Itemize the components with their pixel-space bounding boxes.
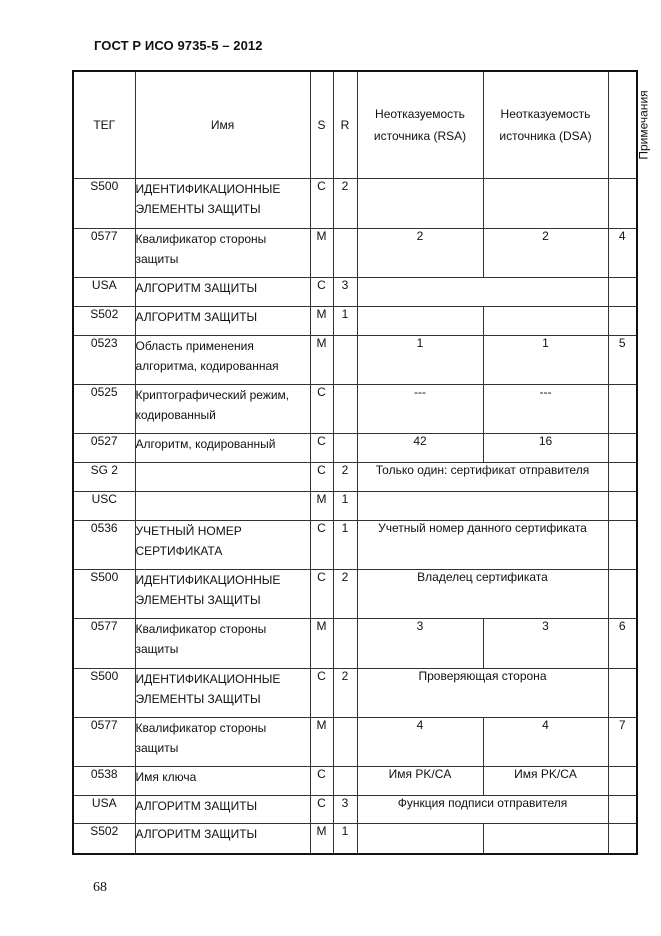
cell-name: Криптографический режим, кодированный	[135, 385, 310, 434]
cell-r	[333, 767, 357, 796]
cell-rsa: 4	[357, 718, 483, 767]
cell-tag: 0577	[73, 619, 135, 669]
cell-name: Область применения алгоритма, кодированная	[135, 336, 310, 385]
cell-dsa	[483, 824, 608, 854]
table-row	[73, 492, 637, 521]
cell-s: C	[310, 570, 333, 619]
cell-note	[608, 492, 637, 521]
cell-tag: USA	[73, 278, 135, 307]
cell-s: M	[310, 619, 333, 669]
cell-description: Функция подписи отправителя	[357, 796, 608, 824]
column-header-notes	[608, 71, 651, 179]
cell-note	[608, 521, 637, 570]
cell-r: 2	[333, 179, 357, 229]
cell-r: 1	[333, 521, 357, 570]
cell-name	[135, 492, 310, 521]
column-header-rsa: Неотказуемость источника (RSA)	[357, 71, 483, 179]
column-header-r: R	[333, 71, 357, 179]
cell-s: C	[310, 669, 333, 718]
cell-note	[608, 824, 637, 854]
page-number: 68	[93, 880, 107, 895]
cell-s: C	[310, 385, 333, 434]
cell-description	[357, 278, 608, 307]
cell-r	[333, 385, 357, 434]
cell-s: M	[310, 307, 333, 336]
cell-tag: 0523	[73, 336, 135, 385]
cell-name: АЛГОРИТМ ЗАЩИТЫ	[135, 824, 310, 854]
cell-s: M	[310, 492, 333, 521]
cell-note	[608, 463, 637, 492]
cell-name: АЛГОРИТМ ЗАЩИТЫ	[135, 307, 310, 336]
cell-tag: 0525	[73, 385, 135, 434]
cell-note: 6	[608, 619, 637, 669]
cell-name: Квалификатор стороны защиты	[135, 229, 310, 278]
cell-note: 5	[608, 336, 637, 385]
cell-name: УЧЕТНЫЙ НОМЕР СЕРТИФИКАТА	[135, 521, 310, 570]
cell-r	[333, 229, 357, 278]
cell-dsa: 1	[483, 336, 608, 385]
column-header-name: Имя	[135, 71, 310, 179]
cell-note	[608, 278, 637, 307]
cell-note	[608, 307, 637, 336]
cell-name: АЛГОРИТМ ЗАЩИТЫ	[135, 796, 310, 824]
cell-dsa: 16	[483, 434, 608, 463]
cell-s: M	[310, 229, 333, 278]
cell-tag: 0527	[73, 434, 135, 463]
cell-r: 1	[333, 824, 357, 854]
cell-rsa: ---	[357, 385, 483, 434]
cell-note	[608, 669, 637, 718]
cell-r	[333, 718, 357, 767]
cell-note	[608, 796, 637, 824]
cell-dsa	[483, 307, 608, 336]
cell-rsa: 1	[357, 336, 483, 385]
cell-rsa: 42	[357, 434, 483, 463]
column-header-tag: ТЕГ	[73, 71, 135, 179]
table-row	[73, 521, 637, 570]
cell-r: 1	[333, 492, 357, 521]
cell-description: Только один: сертификат отправителя	[357, 463, 608, 492]
table-header-row	[73, 71, 637, 179]
table-row	[73, 619, 637, 669]
cell-note	[608, 767, 637, 796]
cell-dsa	[483, 179, 608, 229]
cell-s: C	[310, 521, 333, 570]
cell-description: Проверяющая сторона	[357, 669, 608, 718]
cell-dsa: Имя PK/CA	[483, 767, 608, 796]
cell-tag: S500	[73, 179, 135, 229]
cell-name: Алгоритм, кодированный	[135, 434, 310, 463]
cell-dsa: ---	[483, 385, 608, 434]
column-header-notes-label: Примечания	[636, 90, 651, 160]
cell-rsa: 2	[357, 229, 483, 278]
cell-note: 7	[608, 718, 637, 767]
cell-r	[333, 336, 357, 385]
cell-s: M	[310, 824, 333, 854]
cell-r	[333, 619, 357, 669]
table-row	[73, 278, 637, 307]
cell-name: Имя ключа	[135, 767, 310, 796]
cell-name	[135, 463, 310, 492]
cell-rsa: Имя PK/CA	[357, 767, 483, 796]
cell-note	[608, 570, 637, 619]
cell-dsa: 3	[483, 619, 608, 669]
cell-s: C	[310, 434, 333, 463]
table-row	[73, 229, 637, 278]
column-header-s: S	[310, 71, 333, 179]
table-row	[73, 718, 637, 767]
segment-table	[72, 70, 651, 855]
cell-tag: SG 2	[73, 463, 135, 492]
cell-rsa	[357, 179, 483, 229]
cell-name: ИДЕНТИФИКАЦИОННЫЕ ЭЛЕМЕНТЫ ЗАЩИТЫ	[135, 570, 310, 619]
cell-dsa: 2	[483, 229, 608, 278]
cell-tag: S500	[73, 570, 135, 619]
cell-r: 2	[333, 463, 357, 492]
cell-description: Владелец сертификата	[357, 570, 608, 619]
cell-tag: S502	[73, 824, 135, 854]
cell-r: 2	[333, 570, 357, 619]
cell-s: C	[310, 767, 333, 796]
cell-r	[333, 434, 357, 463]
cell-s: M	[310, 336, 333, 385]
table-row	[73, 179, 637, 229]
cell-tag: 0536	[73, 521, 135, 570]
cell-s: C	[310, 179, 333, 229]
cell-r: 2	[333, 669, 357, 718]
cell-s: C	[310, 278, 333, 307]
table-row	[73, 336, 637, 385]
cell-description	[357, 492, 608, 521]
cell-r: 1	[333, 307, 357, 336]
cell-dsa: 4	[483, 718, 608, 767]
document-header: ГОСТ Р ИСО 9735-5 – 2012	[94, 38, 263, 53]
cell-tag: 0577	[73, 718, 135, 767]
cell-tag: S502	[73, 307, 135, 336]
cell-note: 4	[608, 229, 637, 278]
table-row	[73, 463, 637, 492]
cell-note	[608, 179, 637, 229]
cell-name: ИДЕНТИФИКАЦИОННЫЕ ЭЛЕМЕНТЫ ЗАЩИТЫ	[135, 669, 310, 718]
cell-r: 3	[333, 278, 357, 307]
cell-r: 3	[333, 796, 357, 824]
cell-note	[608, 434, 637, 463]
cell-s: C	[310, 463, 333, 492]
table-row	[73, 767, 637, 796]
cell-note	[608, 385, 637, 434]
table-row	[73, 796, 637, 824]
cell-name: Квалификатор стороны защиты	[135, 718, 310, 767]
table-row	[73, 824, 637, 854]
cell-tag: USA	[73, 796, 135, 824]
cell-rsa	[357, 307, 483, 336]
cell-description: Учетный номер данного сертификата	[357, 521, 608, 570]
cell-s: M	[310, 718, 333, 767]
table-row	[73, 434, 637, 463]
cell-tag: S500	[73, 669, 135, 718]
cell-name: АЛГОРИТМ ЗАЩИТЫ	[135, 278, 310, 307]
column-header-dsa: Неотказуемость источника (DSA)	[483, 71, 608, 179]
table-row	[73, 385, 637, 434]
table-row	[73, 570, 637, 619]
cell-name: ИДЕНТИФИКАЦИОННЫЕ ЭЛЕМЕНТЫ ЗАЩИТЫ	[135, 179, 310, 229]
table-row	[73, 669, 637, 718]
cell-tag: USC	[73, 492, 135, 521]
cell-tag: 0538	[73, 767, 135, 796]
table-body	[73, 179, 637, 854]
table-row	[73, 307, 637, 336]
cell-s: C	[310, 796, 333, 824]
cell-tag: 0577	[73, 229, 135, 278]
cell-rsa	[357, 824, 483, 854]
cell-name: Квалификатор стороны защиты	[135, 619, 310, 669]
cell-rsa: 3	[357, 619, 483, 669]
